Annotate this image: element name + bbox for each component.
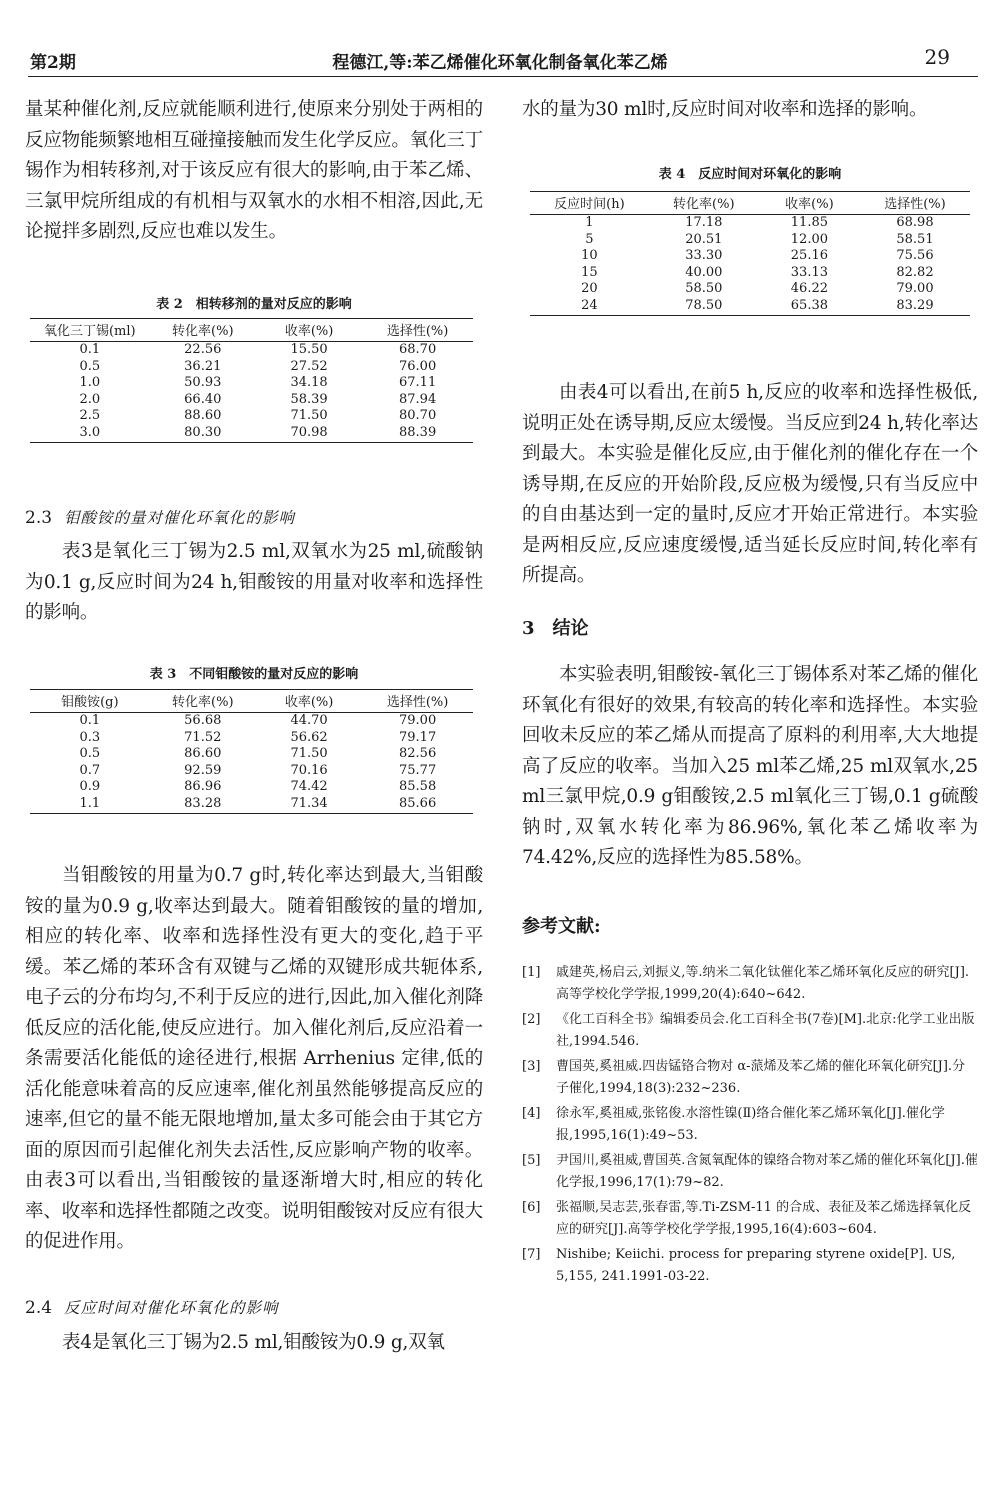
table-cell: 68.98 <box>896 215 934 230</box>
table-cell: 1 <box>585 215 594 230</box>
column-header: 收率(%) <box>759 192 860 215</box>
table-cell: 66.40 <box>184 391 222 407</box>
table-cell: 71.50 <box>290 746 328 762</box>
table-row <box>30 392 473 409</box>
references-list <box>522 962 978 1291</box>
table-cell: 1.0 <box>79 375 101 391</box>
table-caption: 表 3 不同钼酸铵的量对反应的影响 <box>149 667 359 682</box>
paragraph: 表3是氧化三丁锡为2.5 ml,双氧水为25 ml,硫酸钠为0.1 g,反应时间为24 h,钼酸铵的用量对收率和选择性的影响。 <box>25 541 483 623</box>
table-row <box>30 408 473 425</box>
table-cell: 68.70 <box>399 342 437 357</box>
table-cell: 0.1 <box>79 342 101 357</box>
table-row <box>530 215 970 232</box>
table-cell: 0.3 <box>79 729 101 745</box>
column-header: 收率(%) <box>256 690 362 713</box>
reference-item <box>522 1150 978 1194</box>
column-header: 反应时间(h) <box>530 192 649 215</box>
table-row <box>30 746 473 763</box>
table-cell: 44.70 <box>290 713 328 728</box>
table-row <box>30 425 473 442</box>
table-row <box>530 298 970 315</box>
reference-number: [6] <box>522 1200 541 1215</box>
table-caption: 表 2 相转移剂的量对反应的影响 <box>156 297 352 312</box>
table-3 <box>30 689 473 814</box>
table-row <box>30 359 473 376</box>
table-cell: 0.9 <box>79 779 101 795</box>
column-header: 收率(%) <box>256 319 362 342</box>
section-title: 钼酸铵的量对催化环氧化的影响 <box>64 509 296 527</box>
table4-discussion <box>522 378 978 592</box>
table-cell: 92.59 <box>184 762 222 778</box>
reference-text: 戚建英,杨启云,刘振义,等.纳米二氧化钛催化苯乙烯环氧化反应的研究[J].高等学校化学学报,1999,20(4):640~642. <box>556 965 970 1002</box>
table-row <box>30 779 473 796</box>
table-row <box>530 248 970 265</box>
reference-item <box>522 1103 978 1147</box>
reference-number: [2] <box>522 1012 541 1027</box>
reference-item <box>522 962 978 1006</box>
table-cell: 27.52 <box>290 358 328 374</box>
column-header: 氧化三丁锡(ml) <box>30 319 150 342</box>
reference-text: 张福顺,吴志芸,张春雷,等.Ti-ZSM-11 的合成、表征及苯乙烯选择氧化反应的研究[J].高等学校化学学报,1995,16(4):603~604. <box>556 1200 972 1237</box>
table-cell: 71.50 <box>290 408 328 424</box>
table-cell: 34.18 <box>290 375 328 391</box>
page-number: 29 <box>924 45 950 69</box>
table-cell: 36.21 <box>184 358 222 374</box>
table-cell: 2.5 <box>79 408 101 424</box>
reference-number: [3] <box>522 1059 541 1074</box>
section-2-4-heading <box>25 1296 483 1318</box>
table-4 <box>530 191 970 316</box>
table-cell: 83.29 <box>860 298 970 315</box>
table3-caption <box>25 663 483 682</box>
column-header: 钼酸铵(g) <box>30 690 150 713</box>
table-cell: 11.85 <box>790 215 828 230</box>
conclusion-body <box>522 660 978 874</box>
table-cell: 33.30 <box>685 248 723 264</box>
table-cell: 75.77 <box>399 762 437 778</box>
paragraph: 由表4可以看出,在前5 h,反应的收率和选择性极低,说明正处在诱导期,反应太缓慢。当反应到24 h,转化率达到最大。本实验是催化反应,由于催化剂的催化存在一个诱导期,在反应的开始阶段,反应极为缓慢,只有当反应中的自由基达到一定的量时,反应才开始正常进行。本实验是两相反应,反应速度缓慢,适当延长反应时间,转化率有所提高。 <box>522 382 978 586</box>
paragraph: 当钼酸铵的用量为0.7 g时,转化率达到最大,当钼酸铵的量为0.9 g,收率达到最大。随着钼酸铵的量的增加,相应的转化率、收率和选择性没有更大的变化,趋于平缓。苯乙烯的苯环含有双键与乙烯的双键形成共轭体系,电子云的分布均匀,不利于反应的进行,因此,加入催化剂降低反应的活化能,使反应进行。加入催化剂后,反应沿着一条需要活化能低的途径进行,根据 Arrhenius 定律,低的活化能意味着高的反应速率,催化剂虽然能够提高反应的速率,但它的量不能无限地增加,量太多可能会由于其它方面的原因而引起催化剂失去活性,反应影响产物的收率。由表3可以看出,当钼酸铵的量逐渐增大时,相应的转化率、收率和选择性都随之改变。说明钼酸铵对反应有很大的促进作用。 <box>25 865 483 1252</box>
table-cell: 79.00 <box>399 713 437 728</box>
table-cell: 17.18 <box>685 215 723 230</box>
table-cell: 33.13 <box>790 264 828 280</box>
table-caption: 表 4 反应时间对环氧化的影响 <box>658 167 842 182</box>
reference-text: 曹国英,奚祖威.四齿锰铬合物对 α-蒎烯及苯乙烯的催化环氧化研究[J].分子催化,1994,18(3):232~236. <box>556 1059 966 1096</box>
table-cell: 65.38 <box>759 298 860 315</box>
table-row <box>30 342 473 359</box>
right-column <box>522 95 978 126</box>
table-cell: 86.60 <box>184 746 222 762</box>
table-cell: 85.66 <box>362 796 473 813</box>
table-cell: 20 <box>581 281 598 297</box>
table-row <box>30 375 473 392</box>
table-cell: 86.96 <box>184 779 222 795</box>
paragraph: 量某种催化剂,反应就能顺利进行,使原来分别处于两相的反应物能频繁地相互碰撞接触而发生化学反应。氧化三丁锡作为相转移剂,对于该反应有很大的影响,由于苯乙烯、三氯甲烷所组成的有机相与双氧水的水相不相溶,因此,无论搅拌多剧烈,反应也难以发生。 <box>25 99 483 242</box>
table-cell: 70.16 <box>290 762 328 778</box>
table-cell: 82.82 <box>896 264 934 280</box>
table-row <box>30 796 473 813</box>
running-title: 程德江,等:苯乙烯催化环氧化制备氧化苯乙烯 <box>332 53 668 73</box>
section-number: 2.4 <box>25 1298 53 1318</box>
table-cell: 75.56 <box>896 248 934 264</box>
table-cell: 50.93 <box>184 375 222 391</box>
table-cell: 10 <box>581 248 598 264</box>
table-row <box>30 763 473 780</box>
reference-text: 尹国川,奚祖威,曹国英.含氮氧配体的镍络合物对苯乙烯的催化环氧化[J].催化学报,1996,17(1):79~82. <box>556 1153 978 1190</box>
section-3-heading <box>522 614 978 640</box>
table-cell: 78.50 <box>649 298 759 315</box>
table-cell: 80.30 <box>150 425 256 442</box>
references-heading <box>522 912 978 938</box>
discussion-block <box>25 861 483 1258</box>
table-row <box>30 713 473 730</box>
table-cell: 5 <box>585 231 594 247</box>
section-2-3-body <box>25 537 483 629</box>
table-cell: 70.98 <box>256 425 362 442</box>
table-cell: 25.16 <box>790 248 828 264</box>
table-cell: 82.56 <box>399 746 437 762</box>
table-cell: 88.60 <box>184 408 222 424</box>
table-cell: 0.1 <box>79 713 101 728</box>
column-header: 转化率(%) <box>150 319 256 342</box>
table-cell: 71.52 <box>184 729 222 745</box>
table-cell: 46.22 <box>790 281 828 297</box>
table-cell: 40.00 <box>685 264 723 280</box>
table-cell: 15.50 <box>290 342 328 357</box>
table-cell: 24 <box>530 298 649 315</box>
references-title: 参考文献: <box>522 916 601 937</box>
reference-text: Nishibe; Keiichi. process for preparing styrene oxide[P]. US, 5,155, 241.1991-03-22. <box>556 1247 956 1284</box>
reference-item <box>522 1197 978 1241</box>
section-number: 3 <box>522 618 535 639</box>
table-cell: 3.0 <box>30 425 150 442</box>
reference-number: [1] <box>522 965 541 980</box>
table-cell: 74.42 <box>290 779 328 795</box>
table2-caption <box>25 293 483 312</box>
reference-item <box>522 1244 978 1288</box>
table-cell: 0.7 <box>79 762 101 778</box>
left-column <box>25 95 483 248</box>
table-cell: 76.00 <box>399 358 437 374</box>
section-2-3-heading <box>25 506 483 528</box>
table-cell: 58.39 <box>290 391 328 407</box>
table-cell: 79.00 <box>896 281 934 297</box>
table-row <box>530 265 970 282</box>
table-cell: 83.28 <box>150 796 256 813</box>
table-cell: 71.34 <box>256 796 362 813</box>
table-row <box>530 232 970 249</box>
table-cell: 12.00 <box>790 231 828 247</box>
paragraph: 水的量为30 ml时,反应时间对收率和选择的影响。 <box>522 99 928 120</box>
table-cell: 15 <box>581 264 598 280</box>
table-cell: 0.5 <box>79 746 101 762</box>
section-title: 反应时间对催化环氧化的影响 <box>64 1299 279 1317</box>
column-header: 选择性(%) <box>362 319 473 342</box>
column-header: 选择性(%) <box>860 192 970 215</box>
reference-number: [7] <box>522 1247 541 1262</box>
issue-label: 第2期 <box>30 53 76 73</box>
column-header: 转化率(%) <box>150 690 256 713</box>
table-cell: 56.68 <box>184 713 222 728</box>
table4-caption <box>522 163 978 182</box>
table-row <box>30 730 473 747</box>
table-cell: 79.17 <box>399 729 437 745</box>
table-cell: 87.94 <box>399 391 437 407</box>
column-header: 转化率(%) <box>649 192 759 215</box>
table-row <box>530 281 970 298</box>
table-cell: 80.70 <box>399 408 437 424</box>
paragraph: 表4是氧化三丁锡为2.5 ml,钼酸铵为0.9 g,双氧 <box>62 1332 445 1353</box>
reference-number: [4] <box>522 1106 541 1121</box>
section-2-4-body <box>25 1328 483 1359</box>
reference-item <box>522 1056 978 1100</box>
header-rule <box>28 76 978 77</box>
table-cell: 56.62 <box>290 729 328 745</box>
reference-text: 《化工百科全书》编辑委员会.化工百科全书(7卷)[M].北京:化学工业出版社,1994.546. <box>556 1012 975 1049</box>
section-title: 结论 <box>552 618 589 639</box>
table-2 <box>30 318 473 443</box>
table-cell: 88.39 <box>362 425 473 442</box>
paragraph: 本实验表明,钼酸铵-氧化三丁锡体系对苯乙烯的催化环氧化有很好的效果,有较高的转化率和选择性。本实验回收未反应的苯乙烯从而提高了原料的利用率,大大地提高了反应的收率。当加入25 ml苯乙烯,25 ml双氧水,25 ml三氯甲烷,0.9 g钼酸铵,2.5 ml氧化三丁锡,0.1 g硫酸钠时,双氧水转化率为86.96%,氧化苯乙烯收率为74.42%,反应的选择性为85.58%。 <box>522 664 978 868</box>
table-cell: 1.1 <box>30 796 150 813</box>
table-cell: 22.56 <box>184 342 222 357</box>
column-header: 选择性(%) <box>362 690 473 713</box>
table-cell: 0.5 <box>79 358 101 374</box>
table-cell: 58.50 <box>685 281 723 297</box>
table-cell: 58.51 <box>896 231 934 247</box>
section-number: 2.3 <box>25 508 53 528</box>
reference-item <box>522 1009 978 1053</box>
reference-number: [5] <box>522 1153 541 1168</box>
table-cell: 20.51 <box>685 231 723 247</box>
table-cell: 2.0 <box>79 391 101 407</box>
reference-text: 徐永军,奚祖威,张铭俊.水溶性镍(Ⅱ)络合催化苯乙烯环氧化[J].催化学报,1995,16(1):49~53. <box>556 1106 945 1143</box>
table-cell: 67.11 <box>399 375 437 391</box>
table-cell: 85.58 <box>399 779 437 795</box>
